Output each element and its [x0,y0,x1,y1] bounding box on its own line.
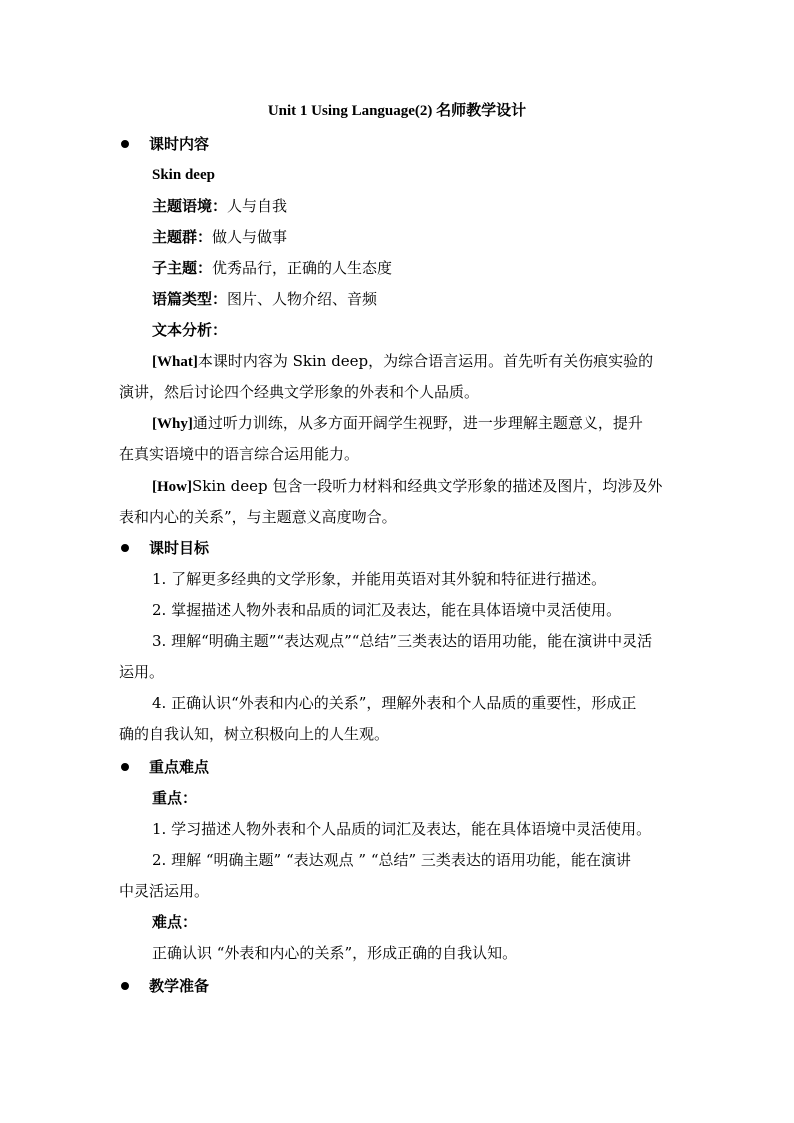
how-paragraph-line2: 表和内心的关系”，与主题意义高度吻合。 [119,508,397,526]
bullet-icon [121,763,129,771]
difficulty-1: 正确认识 “外表和内心的关系”，形成正确的自我认知。 [152,944,518,962]
page-title: Unit 1 Using Language(2) 名师教学设计 [267,103,527,119]
subtheme-row [152,258,712,278]
goal-3-line1: 3. 理解“明确主题”“表达观点”“总结”三类表达的语用功能，能在演讲中灵活 [152,632,653,650]
goal-4-line2: 确的自我认知，树立积极向上的人生观。 [119,725,390,743]
why-tag: [Why] [152,416,193,432]
bullet-icon [121,544,129,552]
theme-context-value: 人与自我 [227,197,288,215]
goal-4-line1: 4. 正确认识“外表和内心的关系”，理解外表和个人品质的重要性，形成正 [152,694,637,712]
how-tag: [How] [152,479,192,495]
subtheme-value: 优秀品行，正确的人生态度 [212,259,393,277]
what-paragraph-line2: 演讲，然后讨论四个经典文学形象的外表和个人品质。 [119,383,480,401]
key-point-2-line1: 2. 理解 “明确主题” “表达观点 ” “总结” 三类表达的语用功能，能在演讲 [152,851,631,869]
theme-group-value: 做人与做事 [212,228,288,246]
section-heading-lesson-content: 课时内容 [149,135,210,153]
text-analysis-label: 文本分析： [152,321,228,339]
what-paragraph-line1 [152,351,712,372]
theme-context-label: 主题语境： [152,197,228,215]
lesson-title: Skin deep [152,167,215,183]
text-type-label: 语篇类型： [152,290,228,308]
section-heading-teaching-prep: 教学准备 [149,977,210,995]
how-paragraph-line1 [152,476,712,497]
section-heading-key-difficulties: 重点难点 [149,758,210,776]
goal-2: 2. 掌握描述人物外表和品质的词汇及表达，能在具体语境中灵活使用。 [152,601,622,619]
why-paragraph-line1 [152,413,712,434]
key-points-label: 重点： [152,789,198,807]
why-text-line1: 通过听力训练，从多方面开阔学生视野，进一步理解主题意义，提升 [192,414,643,432]
section-heading-lesson-goals: 课时目标 [149,539,210,557]
theme-group-row [152,227,712,247]
text-type-row [152,289,712,309]
difficulty-label: 难点： [152,913,198,931]
text-type-value: 图片、人物介绍、音频 [227,290,378,308]
goal-3-line2: 运用。 [119,663,165,681]
bullet-icon [121,982,129,990]
what-text-line1: 本课时内容为 Skin deep，为综合语言运用。首先听有关伤痕实验的 [197,352,654,370]
bullet-icon [121,140,129,148]
why-paragraph-line2: 在真实语境中的语言综合运用能力。 [119,445,360,463]
theme-context-row [152,196,712,216]
key-point-2-line2: 中灵活运用。 [119,882,210,900]
subtheme-label: 子主题： [152,259,213,277]
theme-group-label: 主题群： [152,228,213,246]
how-text-line1: Skin deep 包含一段听力材料和经典文学形象的描述及图片，均涉及外 [192,477,663,495]
what-tag: [What] [152,354,198,370]
goal-1: 1. 了解更多经典的文学形象，并能用英语对其外貌和特征进行描述。 [152,570,607,588]
key-point-1: 1. 学习描述人物外表和个人品质的词汇及表达，能在具体语境中灵活使用。 [152,820,652,838]
